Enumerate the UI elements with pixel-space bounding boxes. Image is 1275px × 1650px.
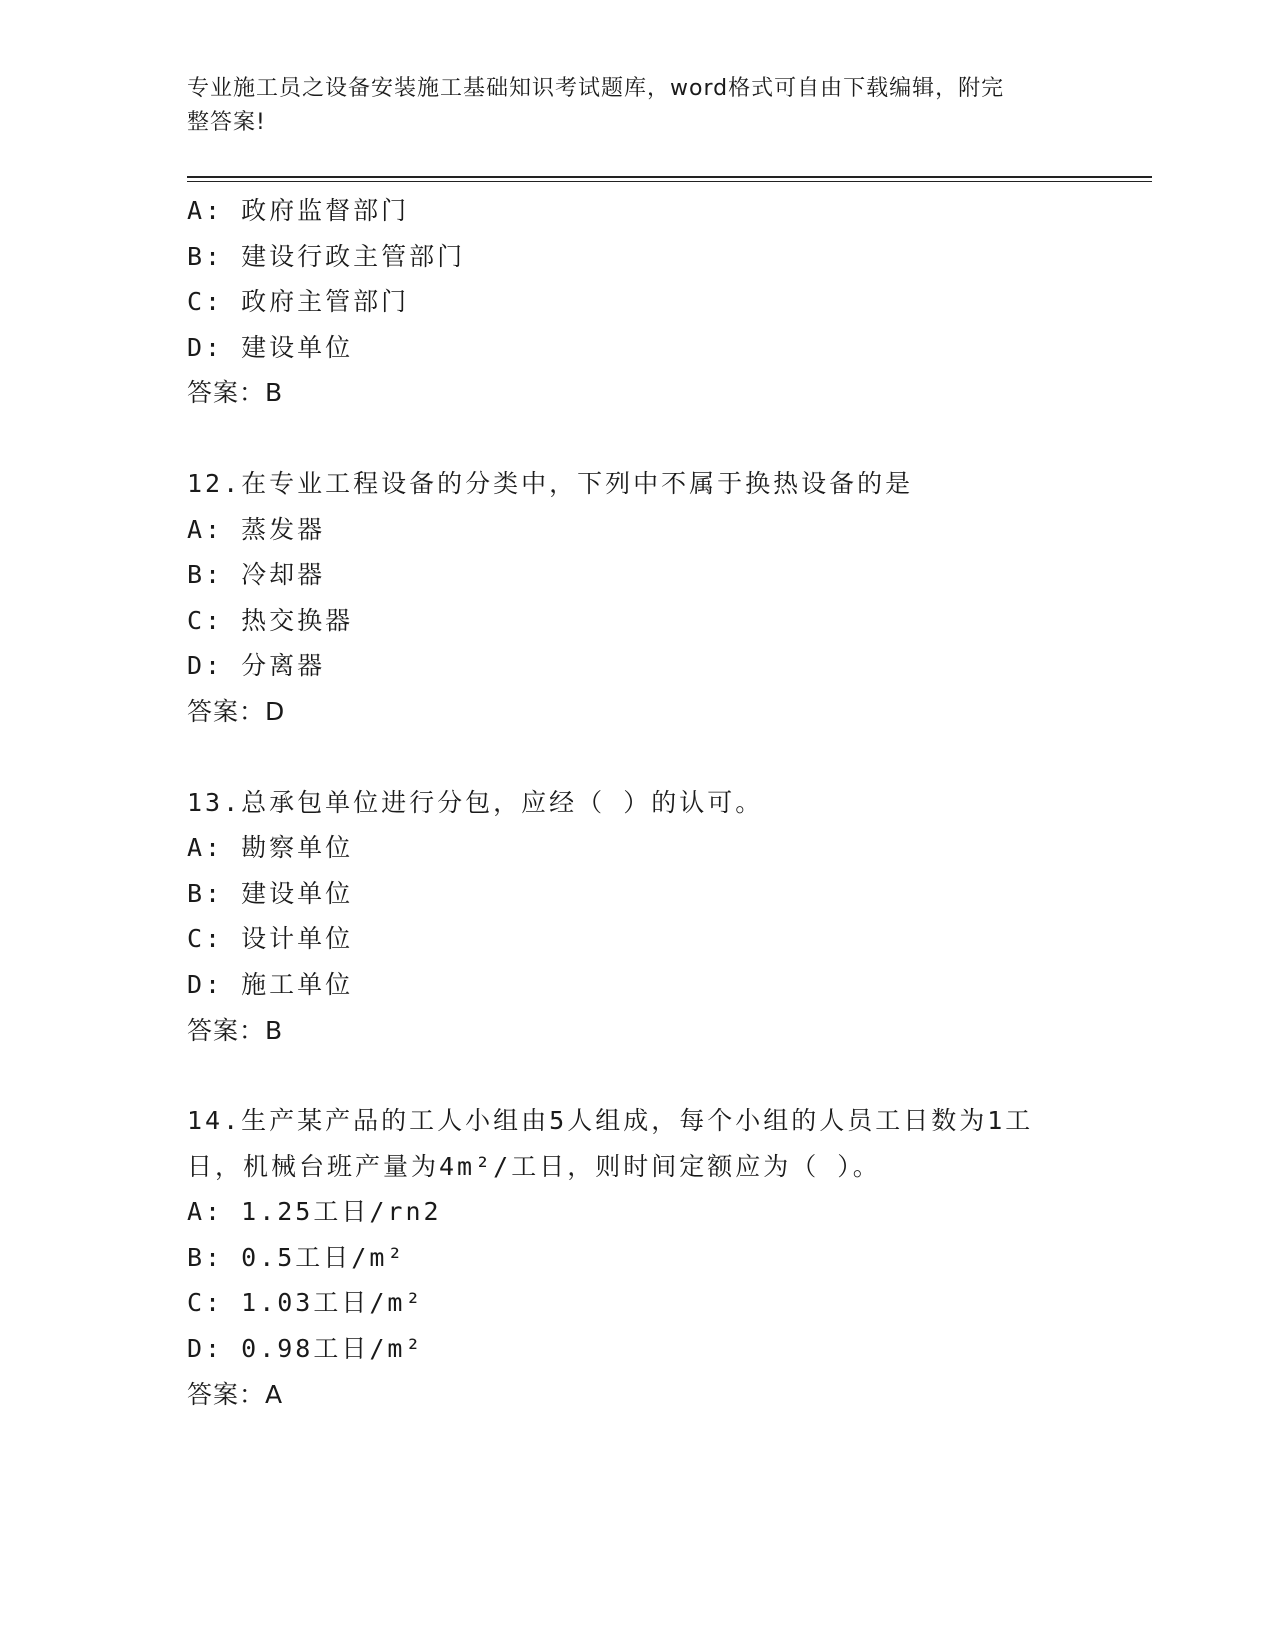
header-line-1: 专业施工员之设备安装施工基础知识考试题库，word格式可自由下载编辑，附完 (187, 76, 1005, 101)
option-c: C: 设计单位 (187, 924, 354, 954)
answer: 答案：B (187, 378, 284, 408)
question-text-line-2: 日，机械台班产量为4m²/工日，则时间定额应为（ ）。 (187, 1151, 881, 1181)
option-b: B: 建设行政主管部门 (187, 241, 466, 271)
option-d: D: 0.98工日/m² (187, 1334, 424, 1364)
header-line-2: 整答案! (187, 110, 266, 135)
option-d: D: 施工单位 (187, 969, 354, 999)
answer: 答案：A (187, 1379, 284, 1409)
answer: 答案：D (187, 696, 286, 726)
option-c: C: 1.03工日/m² (187, 1288, 424, 1318)
option-a: A: 1.25工日/rn2 (187, 1197, 442, 1227)
question-12 (187, 461, 1087, 735)
question-11 (187, 188, 1087, 416)
option-d: D: 建设单位 (187, 332, 354, 362)
header-rule-thin (187, 181, 1152, 182)
option-d: D: 分离器 (187, 651, 326, 681)
question-text: 12.在专业工程设备的分类中，下列中不属于换热设备的是 (187, 468, 914, 498)
option-a: A: 蒸发器 (187, 514, 326, 544)
question-text: 13.总承包单位进行分包，应经（ ）的认可。 (187, 787, 764, 817)
option-a: A: 勘察单位 (187, 833, 354, 863)
document-header (187, 72, 1067, 140)
answer: 答案：B (187, 1015, 284, 1045)
question-text-line-1: 14.生产某产品的工人小组由5人组成，每个小组的人员工日数为1工 (187, 1106, 1034, 1136)
option-b: B: 冷却器 (187, 560, 326, 590)
option-b: B: 建设单位 (187, 878, 354, 908)
option-a: A: 政府监督部门 (187, 196, 410, 225)
header-rule-thick (187, 176, 1152, 178)
question-13 (187, 780, 1087, 1054)
question-list (187, 188, 1087, 1417)
question-14 (187, 1098, 1087, 1417)
option-b: B: 0.5工日/m² (187, 1242, 406, 1272)
option-c: C: 热交换器 (187, 605, 354, 635)
option-c: C: 政府主管部门 (187, 287, 410, 317)
